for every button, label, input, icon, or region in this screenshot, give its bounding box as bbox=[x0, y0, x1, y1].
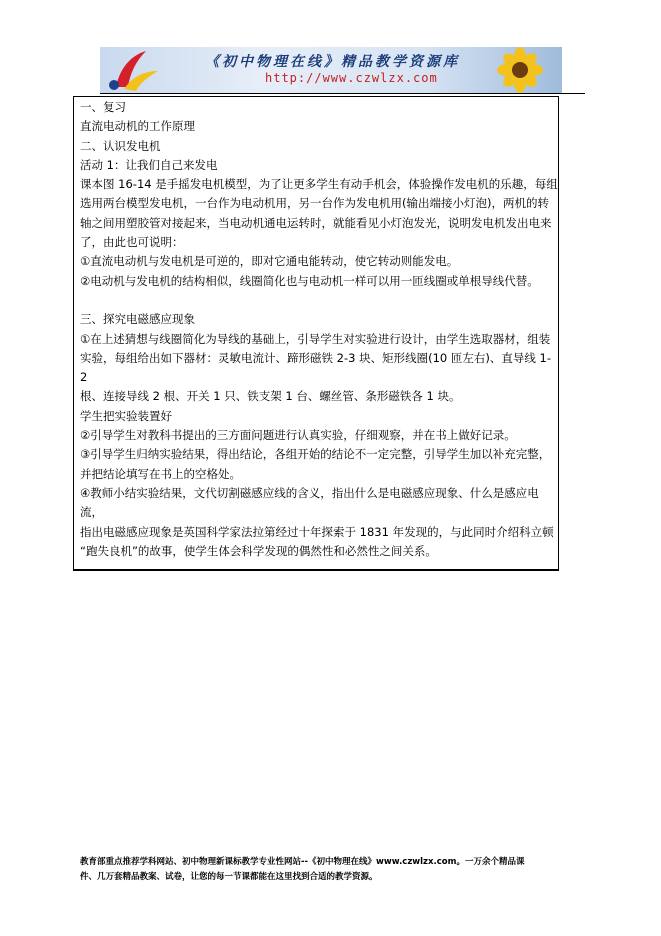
site-logo-icon bbox=[102, 47, 162, 93]
text-line: ②引导学生对教科书提出的三方面问题进行认真实验，仔细观察，并在书上做好记录。 bbox=[80, 428, 516, 443]
page-footer bbox=[80, 855, 585, 885]
text-line: 学生把实验装置好 bbox=[80, 408, 172, 423]
text-line: 并把结论填写在书上的空格处。 bbox=[80, 466, 241, 481]
text-line: 二、认识发电机 bbox=[80, 138, 161, 153]
header-rule bbox=[100, 93, 585, 94]
text-line: 根、连接导线 2 根、开关 1 只、铁支架 1 台、螺丝管、条形磁铁各 1 块。 bbox=[80, 389, 461, 404]
lesson-content bbox=[80, 98, 558, 561]
text-line: 实验，每组给出如下器材：灵敏电流计、蹄形磁铁 2-3 块、矩形线圈(10 匝左右)、直导线 1-2 bbox=[80, 350, 551, 385]
text-line: “跑失良机”的故事，使学生体会科学发现的偶然性和必然性之间关系。 bbox=[80, 543, 437, 558]
banner-url: http://www.czwlzx.com bbox=[265, 71, 438, 85]
text-line: 一、复习 bbox=[80, 100, 126, 114]
footer-line: 教育部重点推荐学科网站、初中物理新课标教学专业性网站--《初中物理在线》www.czwlzx.com。一万余个精品课 bbox=[80, 857, 525, 867]
text-line: ②电动机与发电机的结构相似，线圈简化也与电动机一样可以用一匝线圈或单根导线代替。 bbox=[80, 273, 539, 288]
text-line: 了，由此也可说明： bbox=[80, 235, 184, 250]
text-line: 指出电磁感应现象是英国科学家法拉第经过十年探索于 1831 年发现的，与此同时介绍科立顿 bbox=[80, 524, 554, 539]
text-line: 轴之间用塑胶管对接起来，当电动机通电运转时，就能看见小灯泡发光，说明发电机发出电来 bbox=[80, 215, 552, 230]
text-line: ①在上述猜想与线圈简化为导线的基础上，引导学生对实验进行设计，由学生选取器材，组装 bbox=[80, 331, 551, 346]
text-line: ③引导学生归纳实验结果，得出结论，各组开始的结论不一定完整，引导学生加以补充完整， bbox=[80, 447, 551, 462]
text-line: 选用两台模型发电机，一台作为电动机用，另一台作为发电机用(输出端接小灯泡)，两机的转 bbox=[80, 196, 549, 211]
text-line: 三、探究电磁感应现象 bbox=[80, 312, 195, 327]
text-line: 直流电动机的工作原理 bbox=[80, 119, 195, 134]
footer-line: 件、几万套精品教案、试卷，让您的每一节课都能在这里找到合适的教学资源。 bbox=[80, 872, 378, 882]
text-line: ①直流电动机与发电机是可逆的，即对它通电能转动，使它转动则能发电。 bbox=[80, 254, 459, 269]
banner-title: 《初中物理在线》精品教学资源库 bbox=[205, 54, 460, 70]
text-line: 课本图 16-14 是手摇发电机模型，为了让更多学生有动手机会，体验操作发电机的乐趣，每组 bbox=[80, 177, 558, 192]
sunflower-icon bbox=[480, 47, 560, 93]
text-line: 活动 1：让我们自己来发电 bbox=[80, 157, 218, 172]
header-banner bbox=[100, 47, 562, 93]
blank-line bbox=[80, 291, 558, 310]
text-line: ④教师小结实验结果，文代切割磁感应线的含义，指出什么是电磁感应现象、什么是感应电流， bbox=[80, 485, 539, 520]
